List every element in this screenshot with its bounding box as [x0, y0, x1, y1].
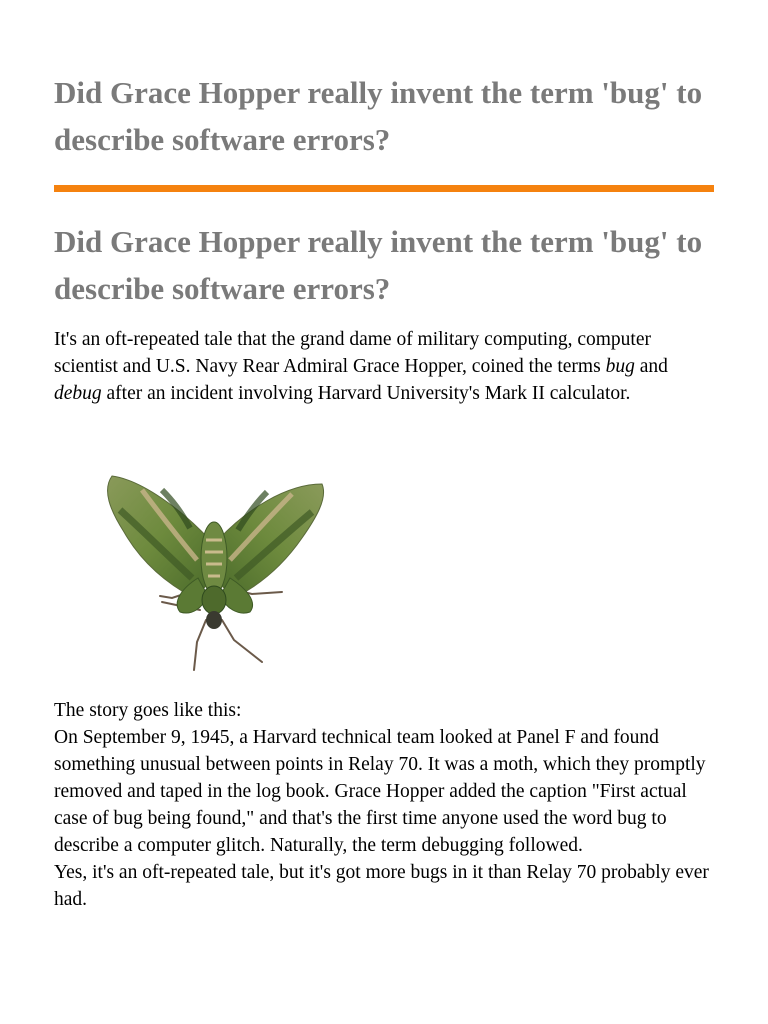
- story-body: On September 9, 1945, a Harvard technical team looked at Panel F and found something unusual between points in Relay 70. It was a moth, which they promptly removed and taped in the log book. Grace Hopper added the caption "First actual case of bug being found," and that's the first time anyone used the word bug to describe a computer glitch. Naturally, the term debugging followed.: [54, 727, 706, 856]
- moth-image: [102, 470, 326, 680]
- article-title: Did Grace Hopper really invent the term 'bug' to describe software errors?: [54, 224, 703, 306]
- term-debug: debug: [54, 383, 102, 404]
- orange-divider: [54, 185, 714, 192]
- intro-text-1: It's an oft-repeated tale that the grand dame of military computing, computer scientist and U.S. Navy Rear Admiral Grace Hopper, coined the terms: [54, 329, 651, 377]
- story-closing: Yes, it's an oft-repeated tale, but it's got more bugs in it than Relay 70 probably ever had.: [54, 862, 709, 910]
- term-bug: bug: [605, 356, 635, 377]
- page-title: Did Grace Hopper really invent the term 'bug' to describe software errors?: [54, 75, 703, 157]
- intro-text-2: and: [634, 356, 668, 377]
- intro-paragraph: [54, 326, 714, 407]
- story-paragraph: [54, 697, 714, 913]
- intro-text-3: after an incident involving Harvard University's Mark II calculator.: [101, 383, 631, 404]
- story-lead: The story goes like this:: [54, 700, 242, 721]
